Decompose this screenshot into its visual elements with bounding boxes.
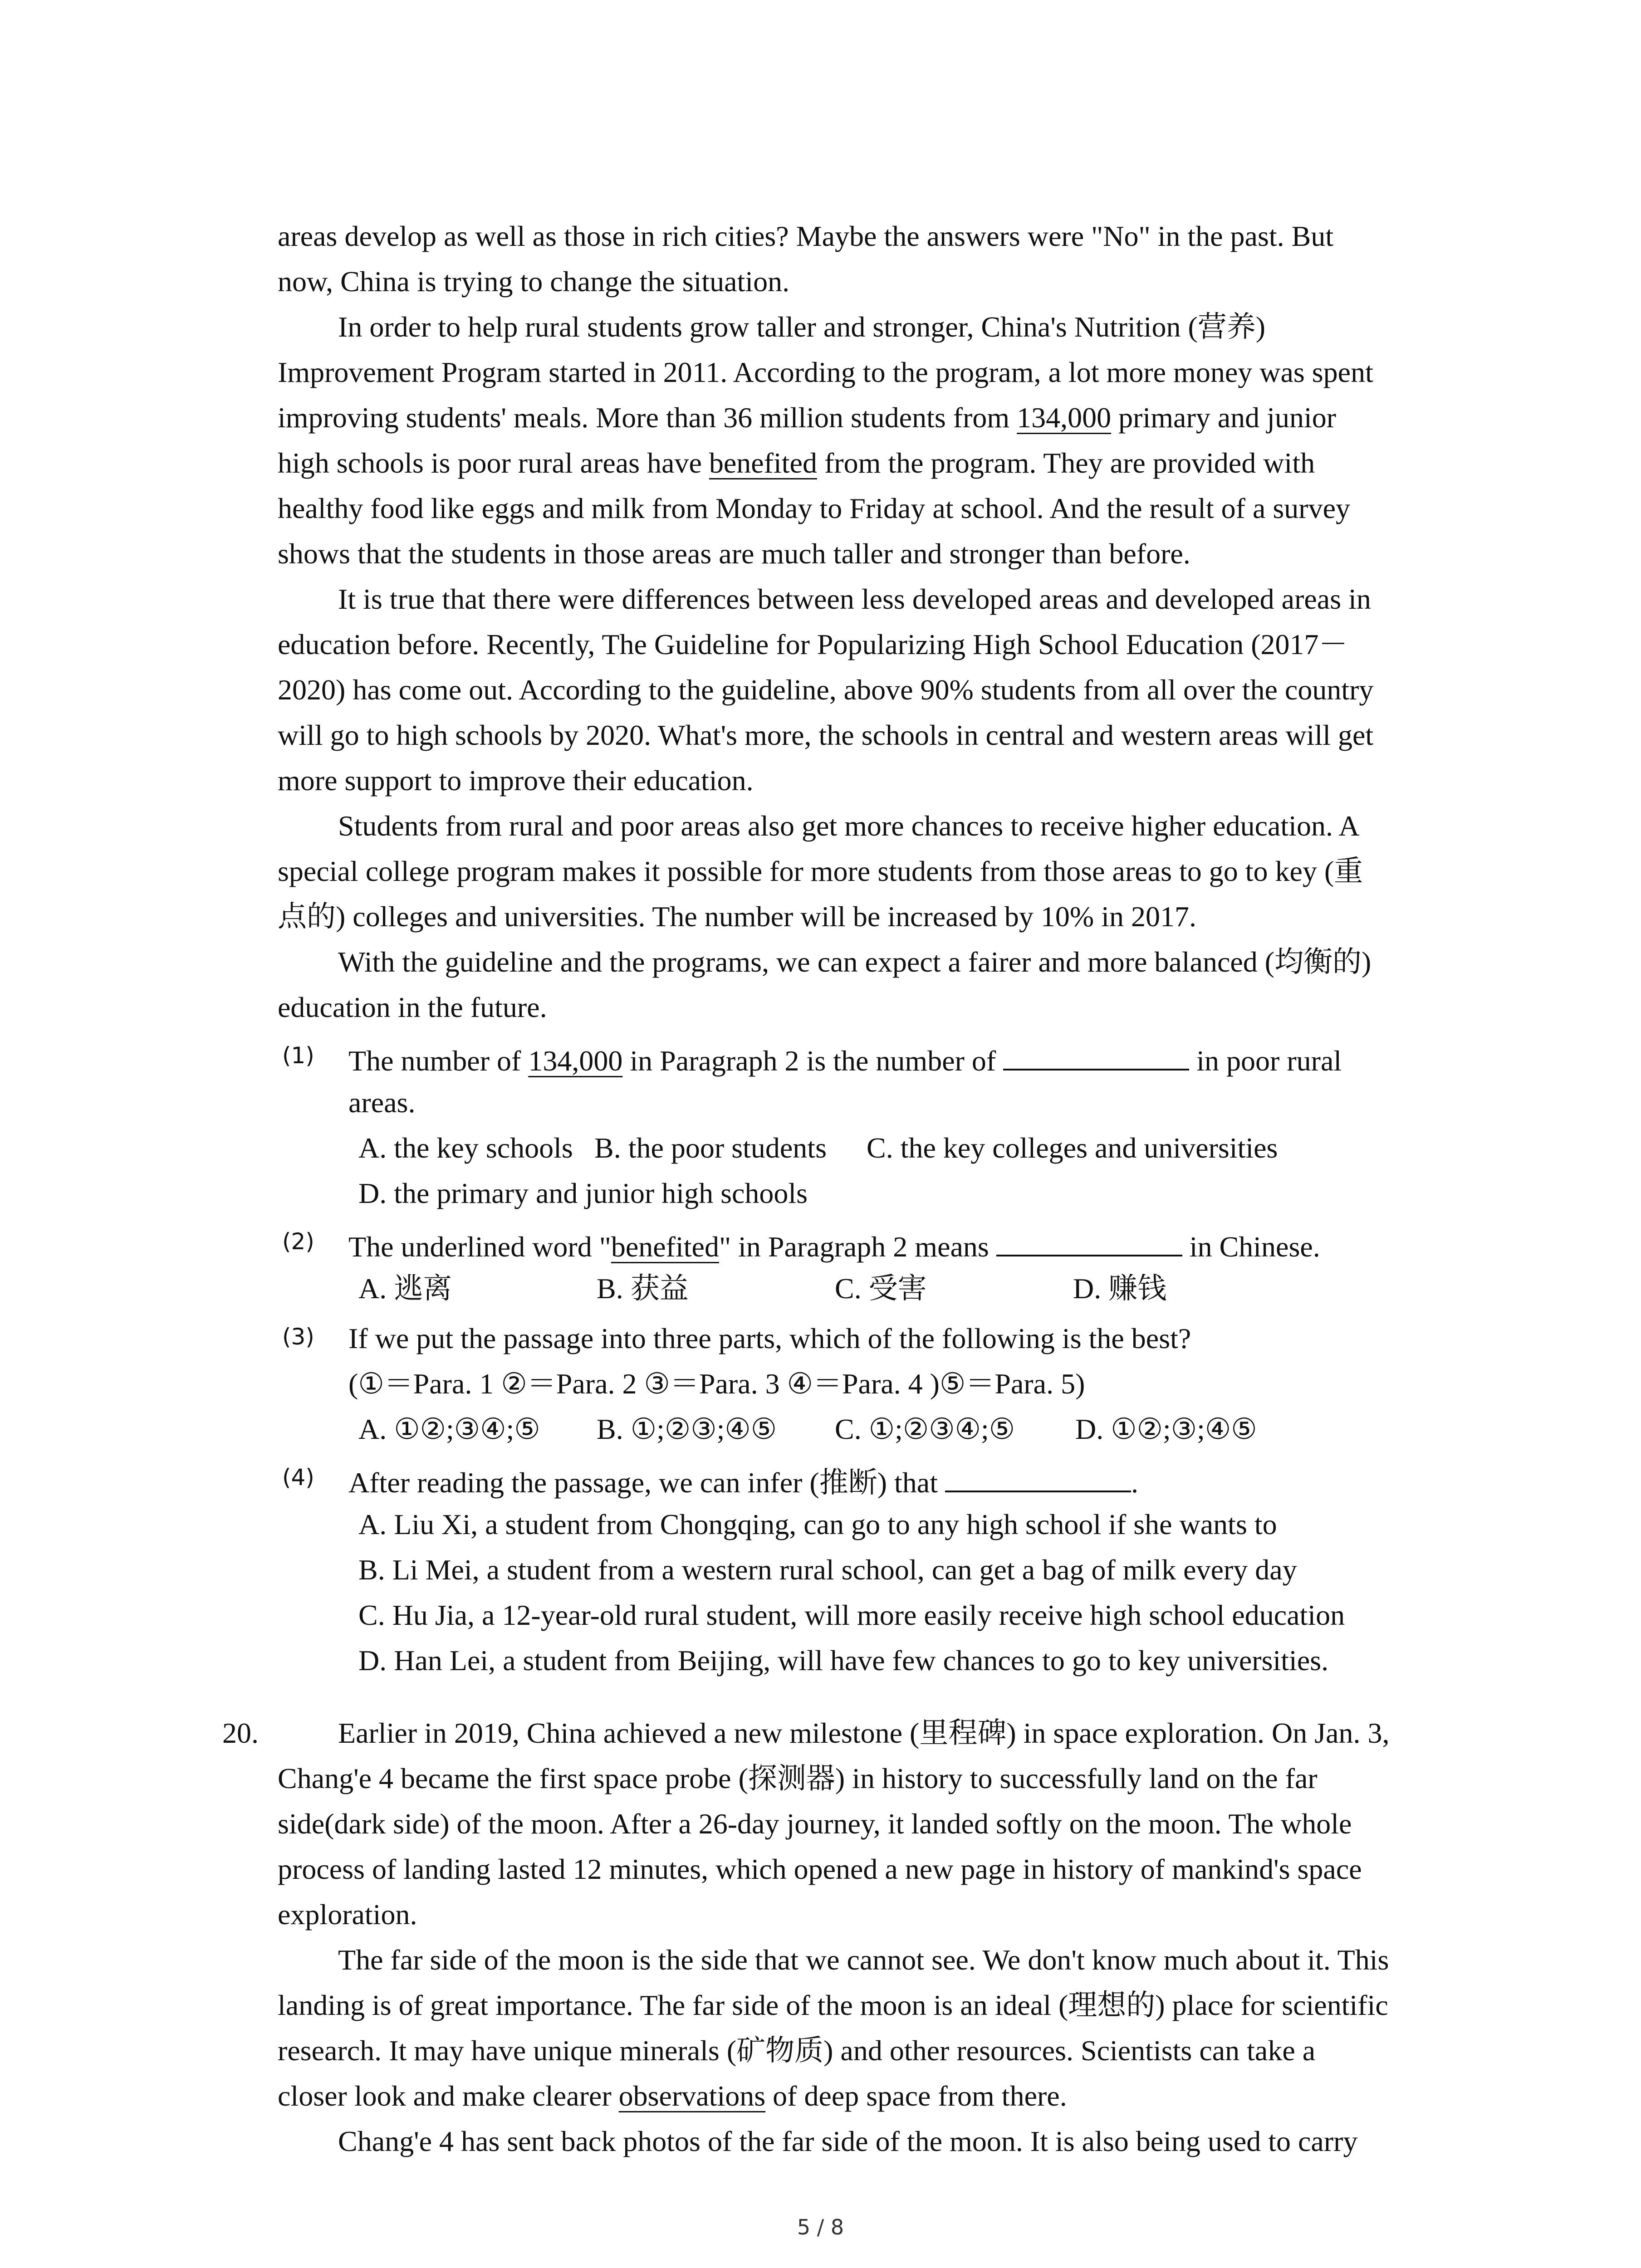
question-stem: areas. bbox=[348, 1086, 416, 1119]
question-key: (①＝Para. 1 ②＝Para. 2 ③＝Para. 3 ④＝Para. 4 )⑤＝Para. 5) bbox=[348, 1368, 1085, 1400]
passage-line bbox=[278, 2076, 1067, 2116]
passage-line: education in the future. bbox=[278, 991, 547, 1023]
text-run: The underlined word " bbox=[348, 1231, 611, 1263]
underlined-number: 134,000 bbox=[1017, 401, 1112, 434]
text-run: in Chinese. bbox=[1182, 1231, 1320, 1263]
question-stem bbox=[348, 1223, 1320, 1267]
text-run: from the program. They are provided with bbox=[817, 447, 1315, 479]
text-run: in Paragraph 2 is the number of bbox=[622, 1045, 1004, 1077]
answer-blank bbox=[996, 1223, 1182, 1256]
text-run: . bbox=[1131, 1466, 1138, 1499]
question-number: 20. bbox=[222, 1717, 259, 1749]
underlined-word: benefited bbox=[611, 1231, 719, 1263]
passage-line: Earlier in 2019, China achieved a new milestone (里程碑) in space exploration. On Jan. 3, bbox=[338, 1717, 1390, 1749]
passage-line: areas develop as well as those in rich cities? Maybe the answers were "No" in the past. But bbox=[278, 220, 1334, 252]
passage-line: side(dark side) of the moon. After a 26-day journey, it landed softly on the moon. The whole bbox=[278, 1808, 1352, 1840]
option-d: D. Han Lei, a student from Beijing, will have few chances to go to key universities. bbox=[358, 1644, 1329, 1677]
passage-line bbox=[278, 397, 1336, 438]
question-stem bbox=[348, 1037, 1342, 1081]
option-d: D. the primary and junior high schools bbox=[358, 1177, 808, 1209]
passage-line: In order to help rural students grow taller and stronger, China's Nutrition (营养) bbox=[338, 311, 1266, 343]
option-c: C. the key colleges and universities bbox=[867, 1132, 1278, 1164]
passage-line: 2020) has come out. According to the guideline, above 90% students from all over the country bbox=[278, 674, 1374, 706]
passage-line: will go to high schools by 2020. What's more, the schools in central and western areas will get bbox=[278, 719, 1374, 751]
question-number: (2) bbox=[282, 1228, 314, 1255]
option-b: B. 获益 bbox=[597, 1272, 689, 1305]
underlined-number: 134,000 bbox=[528, 1045, 623, 1077]
passage-line: research. It may have unique minerals (矿物质) and other resources. Scientists can take a bbox=[278, 2034, 1316, 2067]
option-d: D. ①②;③;④⑤ bbox=[1075, 1413, 1257, 1445]
text-run: of deep space from there. bbox=[765, 2080, 1067, 2112]
text-run: in poor rural bbox=[1189, 1045, 1342, 1077]
text-run: high schools is poor rural areas have bbox=[278, 447, 709, 479]
passage-line: shows that the students in those areas are much taller and stronger than before. bbox=[278, 538, 1190, 570]
text-run: After reading the passage, we can infer (推断) that bbox=[348, 1466, 945, 1499]
text-run: closer look and make clearer bbox=[278, 2080, 619, 2112]
question-number: (1) bbox=[282, 1042, 314, 1069]
option-a: A. ①②;③④;⑤ bbox=[358, 1413, 540, 1445]
option-c: C. ①;②③④;⑤ bbox=[835, 1413, 1015, 1445]
question-stem bbox=[348, 1459, 1138, 1503]
answer-blank bbox=[945, 1459, 1131, 1492]
option-d: D. 赚钱 bbox=[1073, 1272, 1167, 1305]
passage-line: Chang'e 4 became the first space probe (探测器) in history to successfully land on the far bbox=[278, 1762, 1318, 1794]
page-number: 5 / 8 bbox=[797, 2215, 844, 2239]
option-a: A. the key schools bbox=[358, 1132, 573, 1164]
passage-line: It is true that there were differences between less developed areas and developed areas in bbox=[338, 583, 1371, 615]
option-row bbox=[358, 1268, 1166, 1309]
passage-line: special college program makes it possible for more students from those areas to go to key (重 bbox=[278, 855, 1363, 887]
option-c: C. Hu Jia, a 12-year-old rural student, will more easily receive high school education bbox=[358, 1599, 1345, 1631]
passage-line: process of landing lasted 12 minutes, which opened a new page in history of mankind's space bbox=[278, 1853, 1362, 1885]
question-number: (4) bbox=[282, 1464, 314, 1491]
option-c: C. 受害 bbox=[835, 1272, 927, 1305]
question-number: (3) bbox=[282, 1324, 314, 1350]
question-stem: If we put the passage into three parts, which of the following is the best? bbox=[348, 1322, 1191, 1354]
passage-line: Chang'e 4 has sent back photos of the far side of the moon. It is also being used to carry bbox=[338, 2125, 1358, 2157]
passage-line: Improvement Program started in 2011. According to the program, a lot more money was spent bbox=[278, 356, 1373, 388]
option-row bbox=[358, 1409, 1257, 1450]
option-a: A. Liu Xi, a student from Chongqing, can go to any high school if she wants to bbox=[358, 1508, 1277, 1540]
option-b: B. ①;②③;④⑤ bbox=[597, 1413, 777, 1445]
passage-line: landing is of great importance. The far side of the moon is an ideal (理想的) place for scientific bbox=[278, 1989, 1388, 2021]
underlined-word: observations bbox=[618, 2080, 766, 2112]
underlined-word: benefited bbox=[709, 447, 817, 479]
option-b: B. the poor students bbox=[594, 1132, 827, 1164]
passage-line: healthy food like eggs and milk from Monday to Friday at school. And the result of a survey bbox=[278, 492, 1350, 524]
answer-blank bbox=[1003, 1037, 1189, 1070]
passage-line: more support to improve their education. bbox=[278, 764, 754, 797]
passage-line: now, China is trying to change the situation. bbox=[278, 265, 790, 298]
option-b: B. Li Mei, a student from a western rural school, can get a bag of milk every day bbox=[358, 1554, 1297, 1586]
passage-line: The far side of the moon is the side that we cannot see. We don't know much about it. This bbox=[338, 1944, 1389, 1976]
passage-line: Students from rural and poor areas also get more chances to receive higher education. A bbox=[338, 810, 1360, 842]
passage-line: With the guideline and the programs, we can expect a fairer and more balanced (均衡的) bbox=[338, 946, 1372, 978]
passage-line: exploration. bbox=[278, 1898, 417, 1931]
text-run: improving students' meals. More than 36 million students from bbox=[278, 401, 1017, 434]
text-run: " in Paragraph 2 means bbox=[719, 1231, 996, 1263]
passage-line bbox=[278, 443, 1315, 484]
passage-line: 点的) colleges and universities. The number will be increased by 10% in 2017. bbox=[278, 900, 1196, 933]
option-a: A. 逃离 bbox=[358, 1272, 452, 1305]
text-run: primary and junior bbox=[1111, 401, 1337, 434]
option-row bbox=[358, 1128, 1278, 1168]
text-run: The number of bbox=[348, 1045, 529, 1077]
passage-line: education before. Recently, The Guideline for Popularizing High School Education (2017－ bbox=[278, 628, 1348, 660]
